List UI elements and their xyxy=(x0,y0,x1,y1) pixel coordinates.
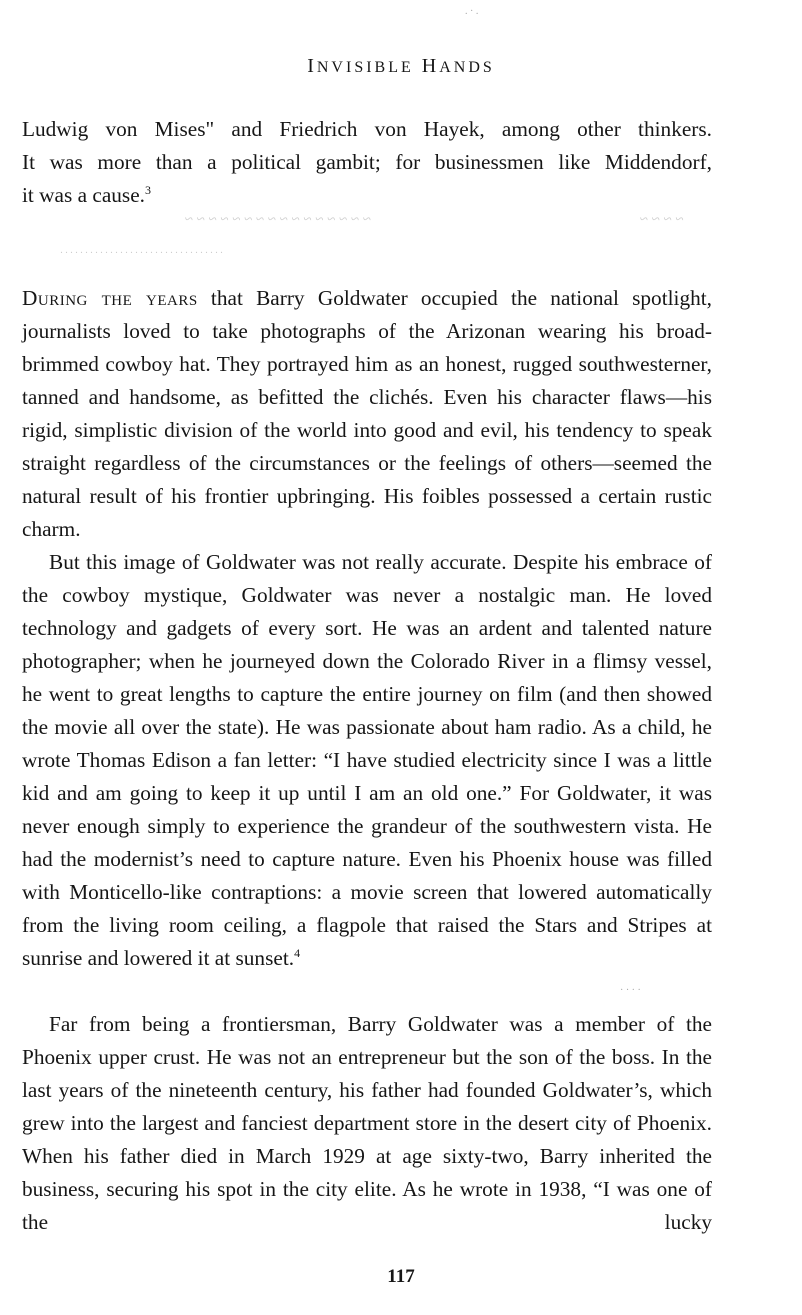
paragraph-3: Far from being a frontiersman, Barry Goldwater was a member of the Phoenix upper crust. He was not an entrepreneur but the son of the boss. In the last years of the nineteenth century, his father had founded Goldwater’s, which grew into the largest and fanciest department store in the desert city of Phoenix. When his father died in March 1929 at age sixty-two, Barry inherited the business, securing his spot in the city elite. As he wrote in 1938, “I was one of the lucky xyxy=(22,1012,712,1234)
opening-line-2: It was more than a political gambit; for businessmen like Middendorf, xyxy=(22,150,712,174)
scan-speck: · · · · xyxy=(620,985,641,996)
page-number: 117 xyxy=(387,1266,415,1287)
bleed-through-artifact: . . . . . . . . . . . . . . . . . . . . . . . . . . . . . . . . . xyxy=(60,245,223,256)
opening-line-1: Ludwig von Mises" and Friedrich von Hayek, among other thinkers. xyxy=(22,117,712,141)
bleed-through-artifact: ~ ~ ~ ~ xyxy=(640,212,684,228)
opening-line-3: it was a cause.$^3$ xyxy=(22,183,151,207)
opening-paragraph xyxy=(22,113,712,212)
bleed-through-artifact: ~ ~ ~ ~ ~ ~ ~ ~ ~ ~ ~ ~ ~ ~ ~ ~ xyxy=(185,212,372,228)
footnote-ref-3: 3 xyxy=(145,183,151,197)
small-caps-lead-in: During the years xyxy=(22,286,198,310)
footnote-ref-4: 4 xyxy=(294,946,301,960)
paragraph-1: During the years that Barry Goldwater occupied the national spotlight, journalists loved to take photographs of the Arizonan wearing his broad-brimmed cowboy hat. They portrayed him as an honest, rugged southwesterner, tanned and handsome, as befitted the clichés. Even his character flaws—his rigid, simplistic division of the world into good and evil, his tendency to speak straight regardless of the circumstances or the feelings of others—seemed the natural result of his frontier upbringing. His foibles possessed a certain rustic charm. xyxy=(22,286,712,541)
paragraph-2: But this image of Goldwater was not really accurate. Despite his embrace of the cowboy mystique, Goldwater was never a nostalgic man. He loved technology and gadgets of every sort. He was an ardent and talented nature photographer; when he journeyed down the Colorado River in a flimsy vessel, he went to great lengths to capture the entire journey on film (and then showed the movie all over the state). He was passionate about ham radio. As a child, he wrote Thomas Edison a fan letter: “I have studied electricity since I was a little kid and am going to keep it up until I am an old one.” For Goldwater, it was never enough simply to experience the grandeur of the southwestern vista. He had the modernist’s need to capture nature. Even his Phoenix house was filled with Monticello-like contraptions: a movie screen that lowered automatically from the living room ceiling, a flagpole that raised the Stars and Stripes at sunrise and lowered it at sunset.$^4$ xyxy=(22,550,712,970)
running-header: INVISIBLE HANDS xyxy=(307,55,495,77)
scan-speck: . · . xyxy=(465,6,479,17)
